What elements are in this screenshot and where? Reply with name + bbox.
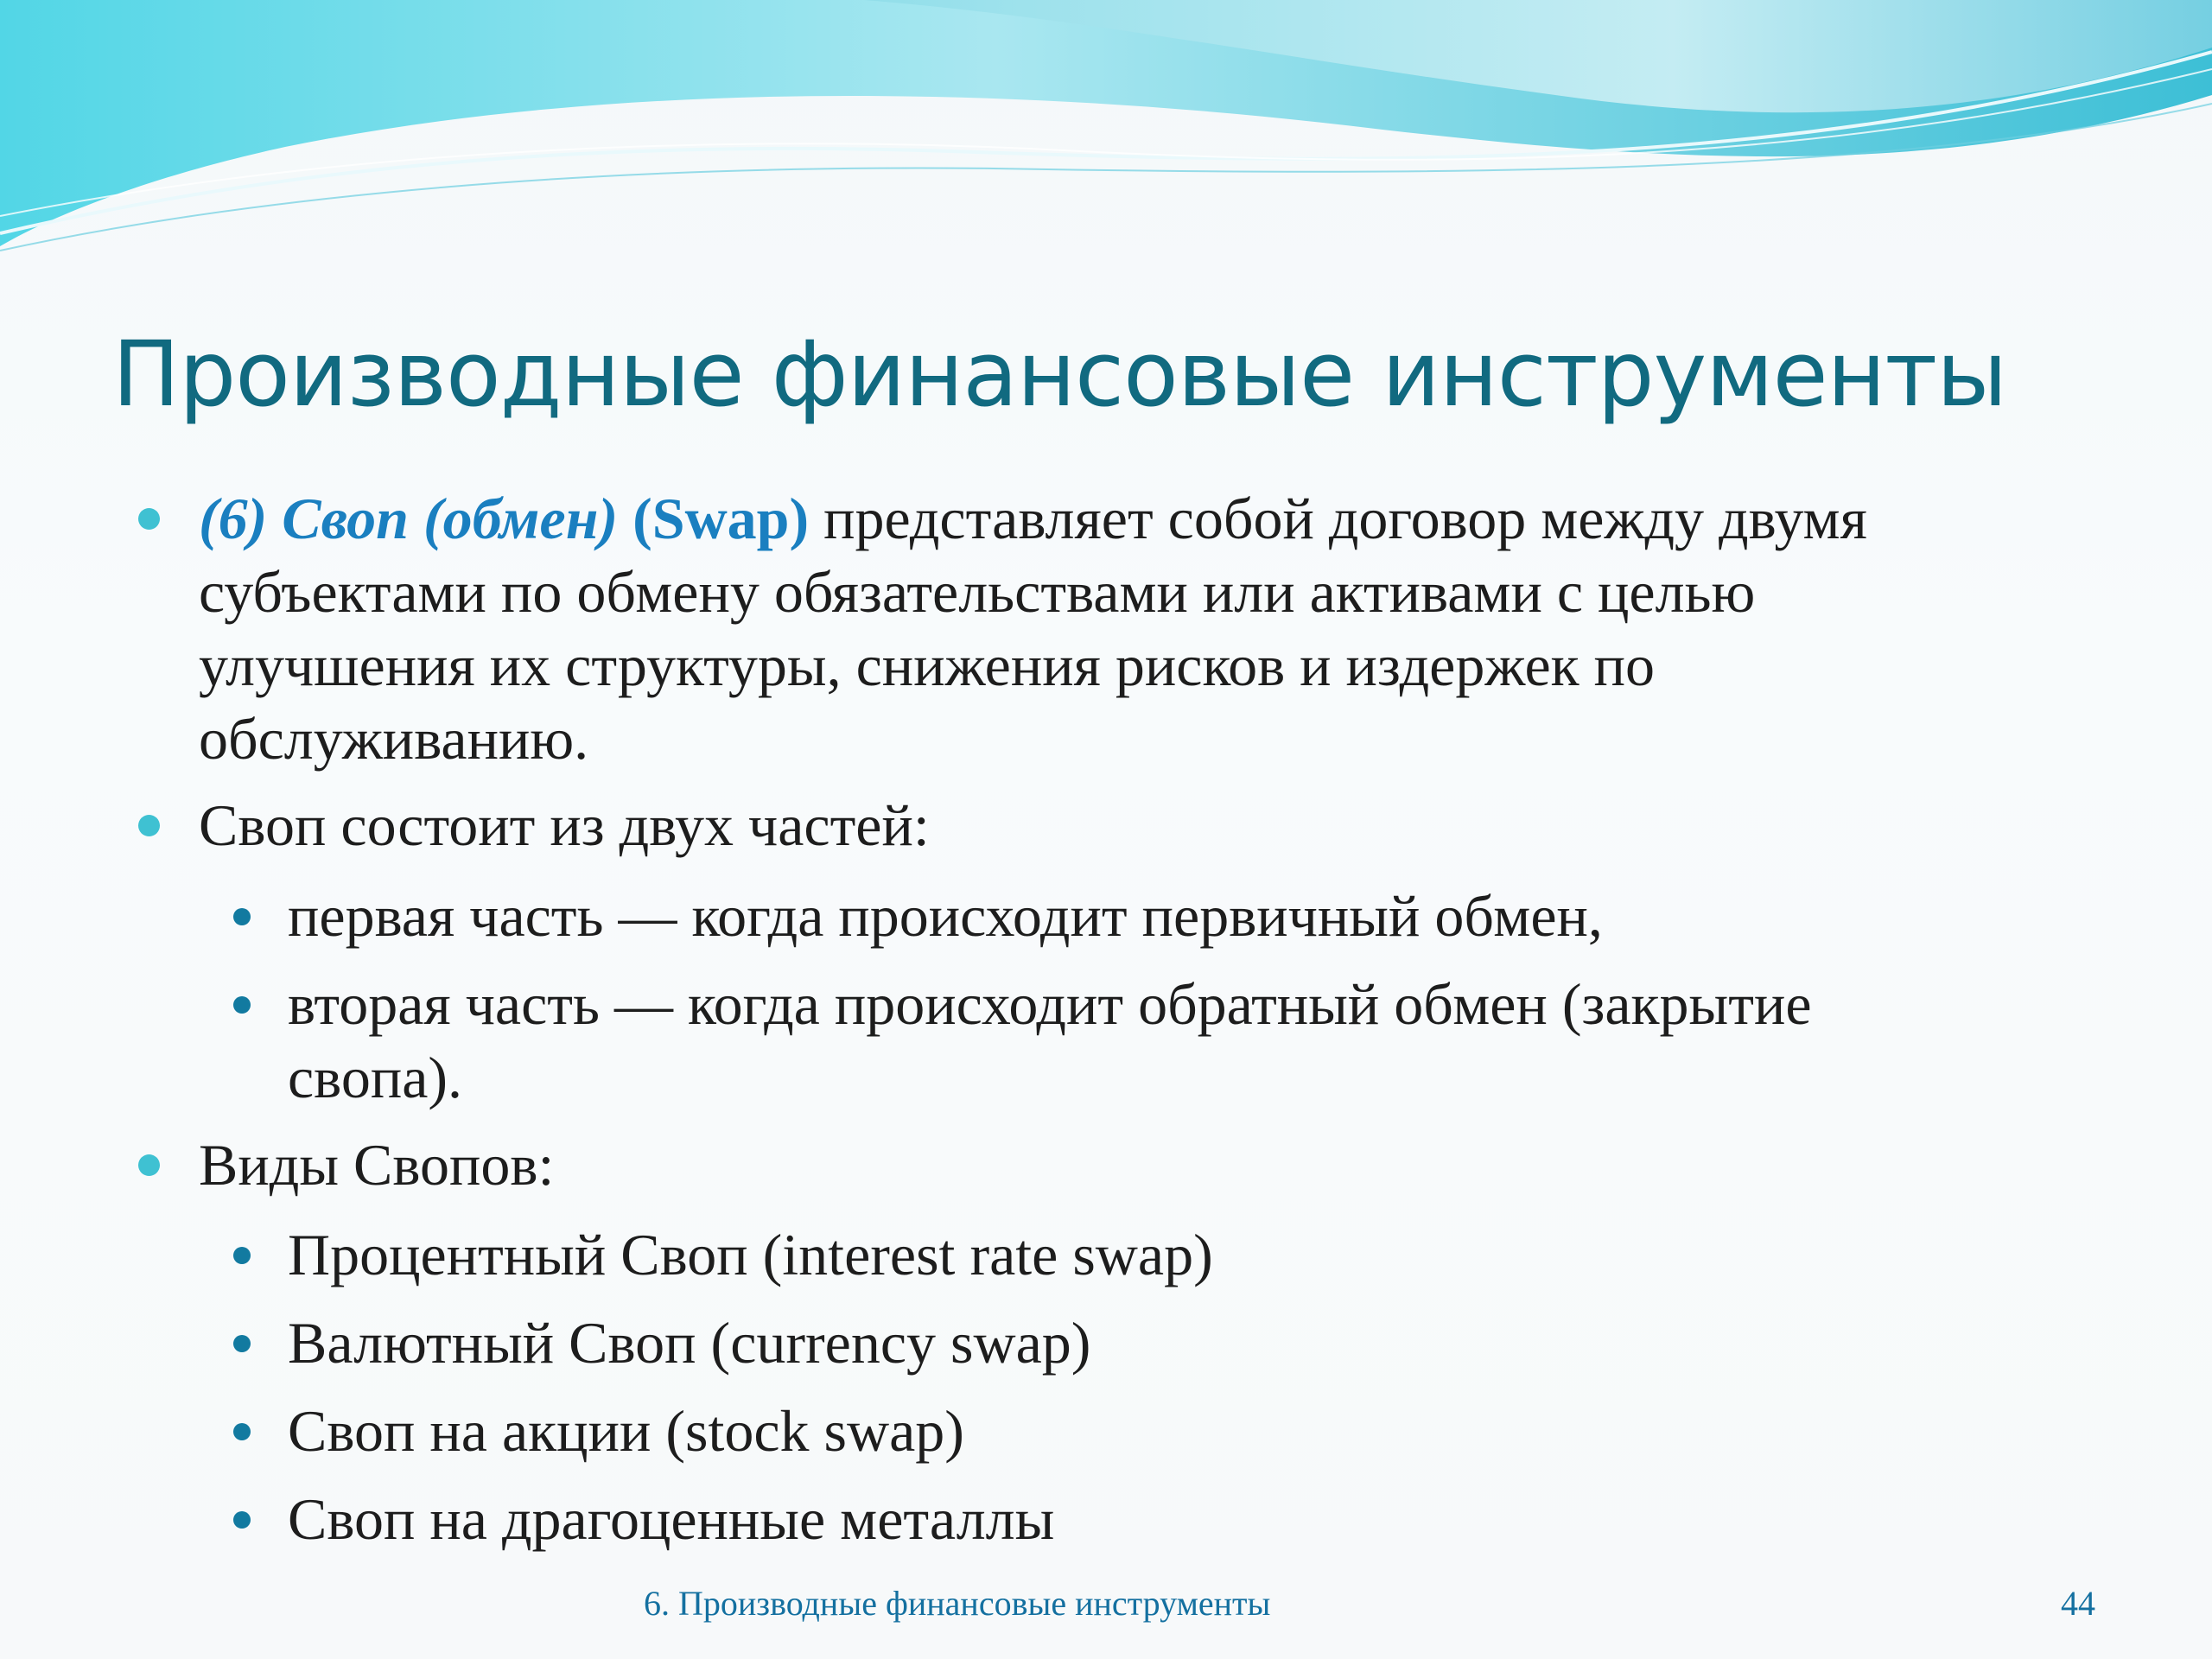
bullet-marker — [138, 508, 160, 530]
sub-item-interest-rate-swap: Процентный Своп (interest rate swap) — [288, 1222, 1213, 1287]
bullet-marker — [138, 815, 160, 836]
footer-page-number: 44 — [2061, 1584, 2095, 1623]
swap-term-highlight: (6) Своп (обмен) — [199, 486, 619, 551]
slide-title: Производные финансовые инструменты — [112, 321, 2007, 427]
definition-line: субъектами по обмену обязательствами или активами с целью — [199, 559, 1756, 625]
definition-line: улучшения их структуры, снижения рисков и издержек по — [199, 632, 1656, 698]
sub-item-second-part: вторая часть — когда происходит обратный обмен (закрытие — [288, 971, 1812, 1037]
swap-english-highlight: (Swap) — [632, 486, 810, 551]
bullet-item-swap-parts: Своп состоит из двух частей: — [199, 792, 930, 858]
sub-item-precious-metals-swap: Своп на драгоценные металлы — [288, 1486, 1055, 1552]
bullet-item-swap-types: Виды Свопов: — [199, 1132, 555, 1198]
sub-bullet-marker — [233, 908, 251, 925]
bullet-marker — [138, 1154, 160, 1176]
definition-line: обслуживанию. — [199, 706, 589, 772]
sub-bullet-marker — [233, 1423, 251, 1440]
sub-item-stock-swap: Своп на акции (stock swap) — [288, 1398, 964, 1464]
sub-bullet-marker — [233, 1511, 251, 1529]
sub-bullet-marker — [233, 1247, 251, 1264]
sub-item-second-part-cont: свопа). — [288, 1045, 463, 1110]
sub-item-first-part: первая часть — когда происходит первичный обмен, — [288, 883, 1603, 949]
sub-bullet-marker — [233, 996, 251, 1014]
footer-section-title: 6. Производные финансовые инструменты — [644, 1584, 1271, 1623]
bullet-item-swap-definition — [199, 482, 1867, 556]
definition-line: представляет собой договор между двумя — [823, 486, 1867, 551]
sub-bullet-marker — [233, 1335, 251, 1352]
sub-item-currency-swap: Валютный Своп (currency swap) — [288, 1310, 1091, 1376]
